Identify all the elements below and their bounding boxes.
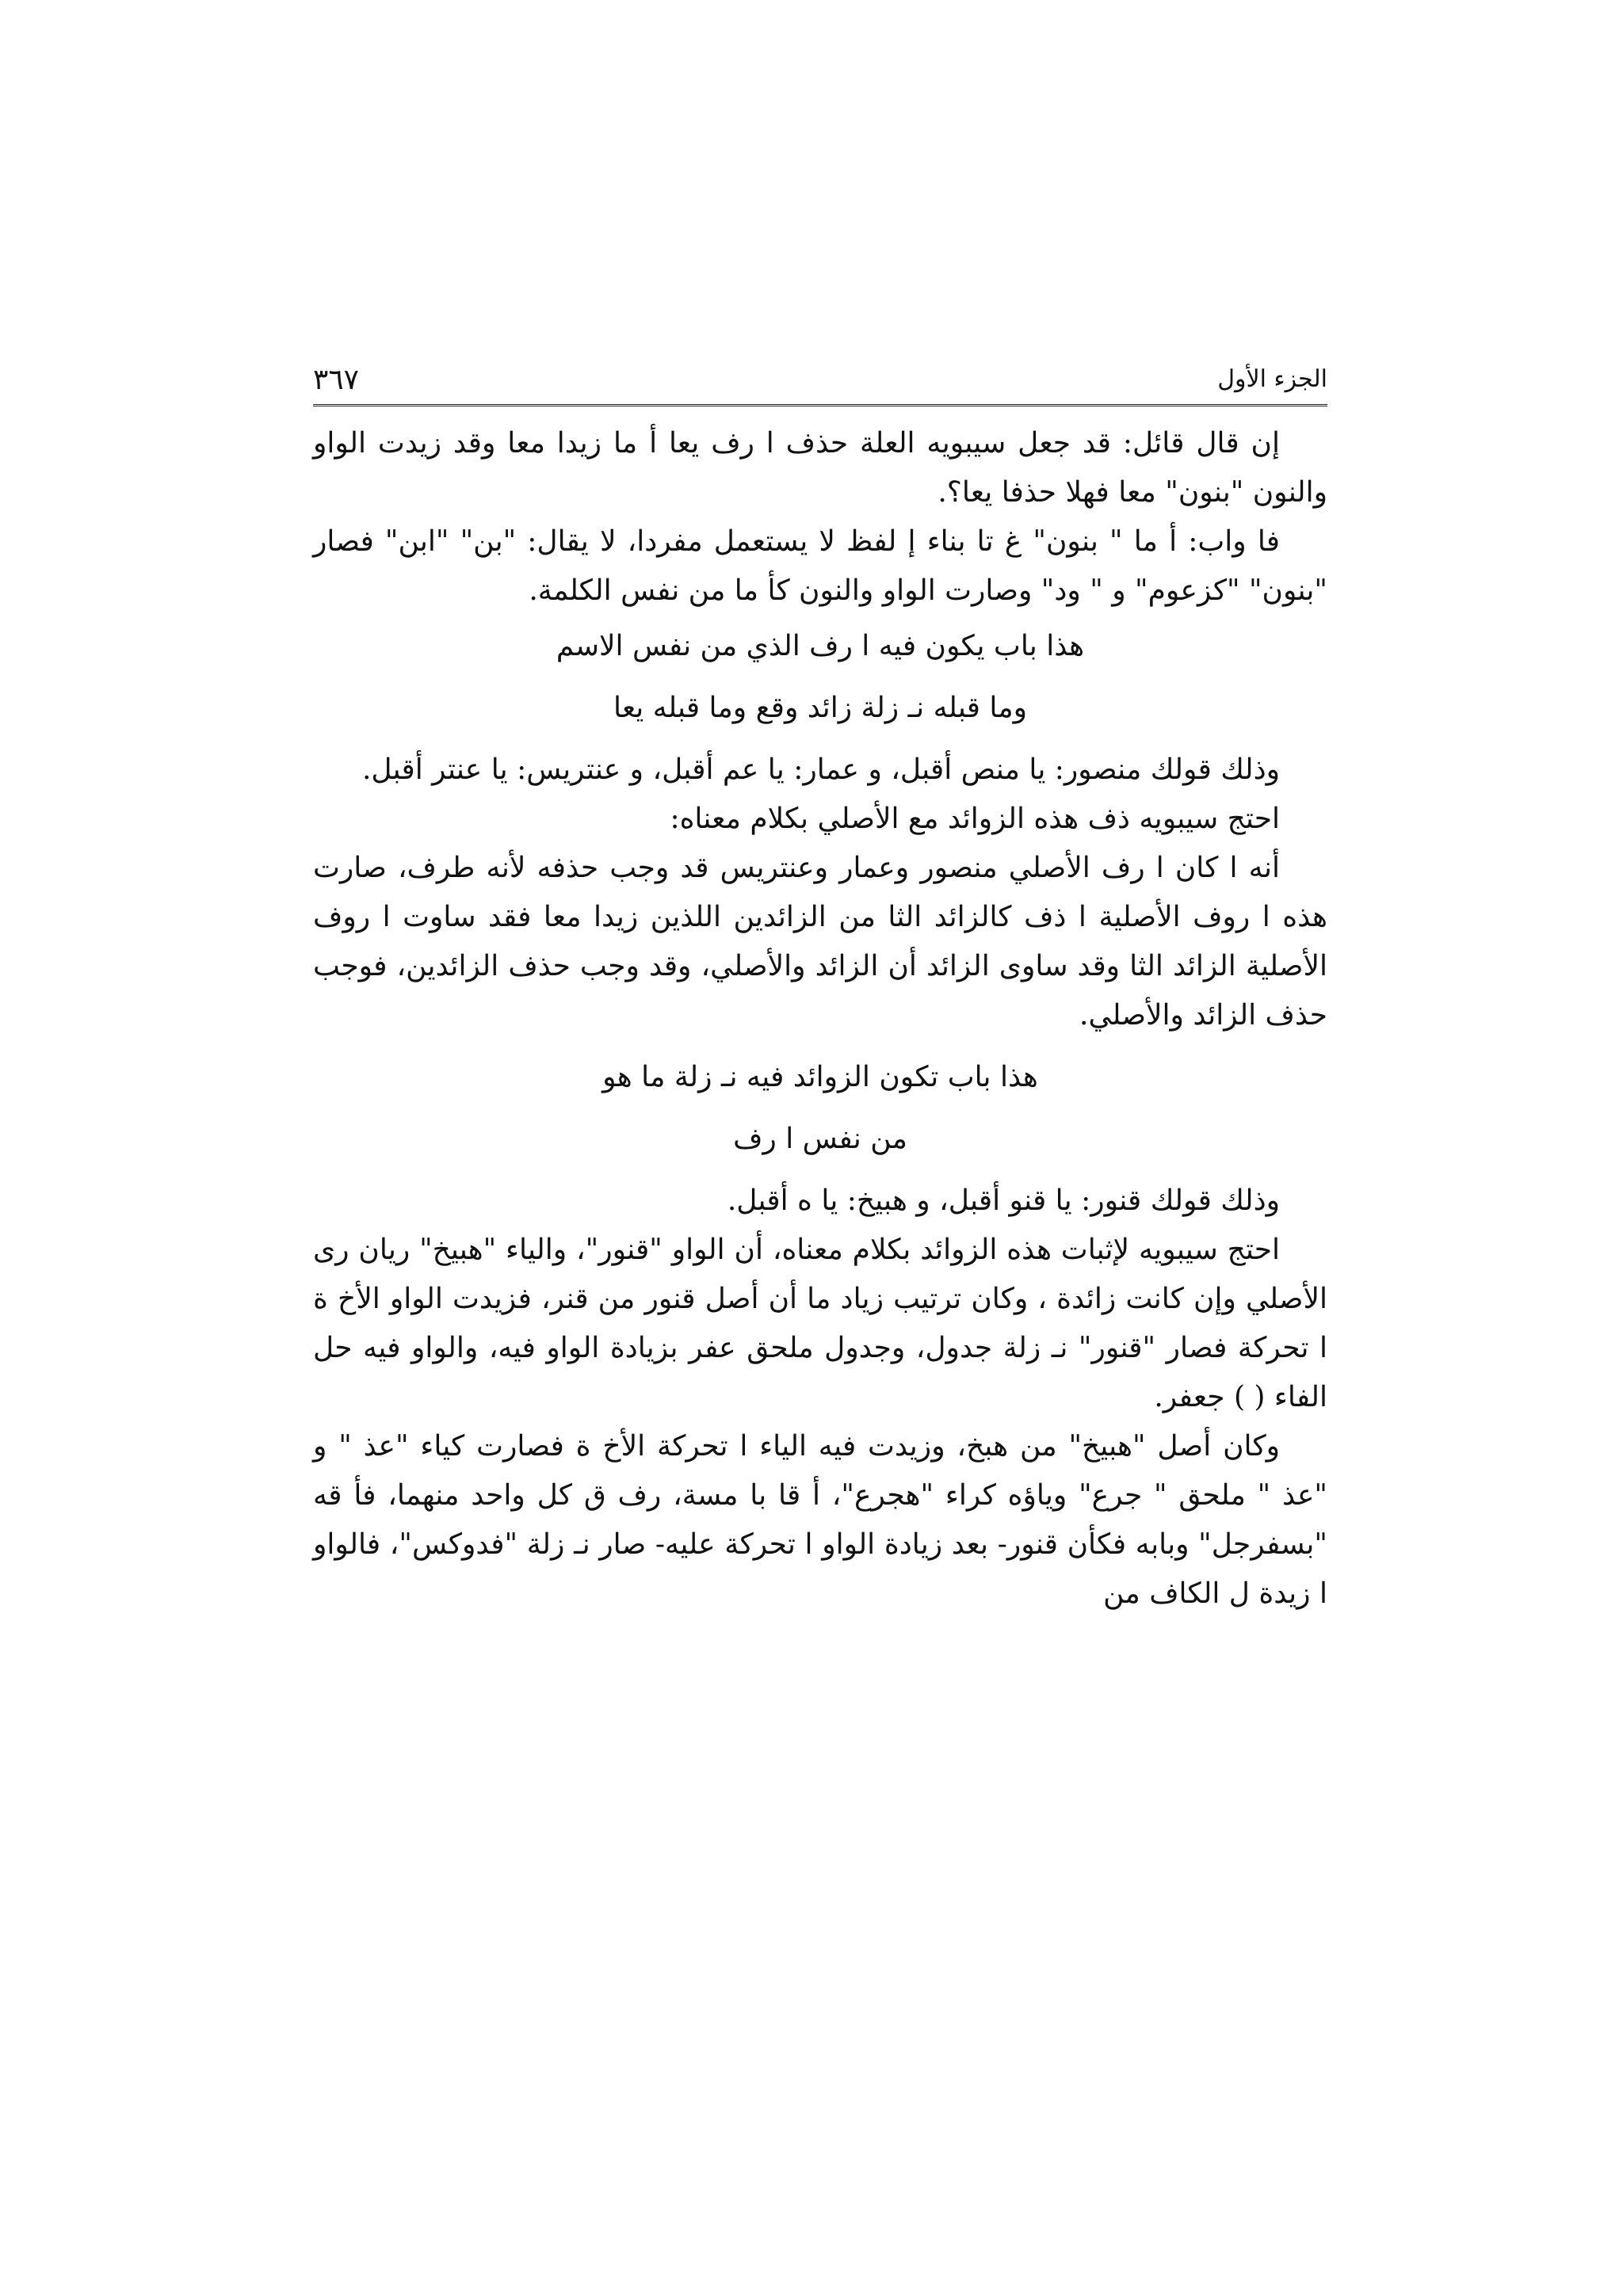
paragraph-example-1: وذلك قولك منصور: يا منص أقبل، و عمار: يا عم أقبل، و عنتريس: يا عنتر أقبل. — [361, 753, 1280, 786]
page-header — [313, 341, 1327, 406]
paragraph-question: إن قال قائل: قد جعل سيبويه العلة حذف ا رف يعا أ ما زيدا معا وقد زيدت الواو والنون "بنون" معا فهلا حذفا يعا؟. — [313, 427, 1327, 509]
paragraph-argument-1: احتج سيبويه ذف هذه الزوائد مع الأصلي بكلام معناه: — [670, 803, 1280, 835]
paragraph-explanation-1: أنه ا كان ا رف الأصلي منصور وعمار وعنتريس قد وجب حذفه لأنه طرف، صارت هذه ا روف الأصلية ا ذف كالزائد الثا من الزائدين اللذين زيدا معا فقد ساوت ا روف الأصلية الزائد الثا وقد ساوى الزائد أن الزائد والأصلي، وقد وجب حذف الزائدين، فوجب حذف الزائد والأصلي. — [313, 852, 1327, 1032]
page-body — [313, 419, 1327, 1619]
paragraph-explanation-2: وكان أصل "هبيخ" من هبخ، وزيدت فيه الياء ا تحركة الأخ ة فصارت كياء "عذ " و "عذ " ملحق " جرع" وياؤه كراء "هجرع"، أ قا با مسة، رف ق كل واحد منهما، فأ قه "بسفرجل" وبابه فكأن قنور- بعد زيادة الواو ا تحركة عليه- صار نـ زلة "فدوكس"، فالواو ا زيدة ل الكاف من — [313, 1430, 1327, 1610]
running-title: الجزء الأول — [1217, 365, 1327, 393]
section-heading-2-line-2: من نفس ا رف — [733, 1123, 907, 1155]
paragraph-argument-2: احتج سيبويه لإثبات هذه الزوائد بكلام معناه، أن الواو "قنور"، والياء "هبيخ" ريان رى الأصلي وإن كانت زائدة ، وكان ترتيب زياد ما أن أصل قنور من قنر، فزيدت الواو الأخ ة ا تحركة فصار "قنور" نـ زلة جدول، وجدول ملحق عفر بزيادة الواو فيه، والواو فيه حل الفاء ( ) جعفر. — [313, 1234, 1327, 1413]
section-heading-1-line-2: وما قبله نـ زلة زائد وقع وما قبله يعا — [613, 692, 1028, 724]
book-page — [313, 341, 1327, 1619]
page-number: ٣٦٧ — [313, 364, 360, 396]
section-heading-2: هذا باب تكون الزوائد فيه نـ زلة ما هو — [602, 1061, 1038, 1093]
paragraph-answer: فا واب: أ ما " بنون" غ تا بناء إ لفظ لا يستعمل مفردا، لا يقال: "بن" "ابن" فصار "بنون" "كزعوم" و " ود" وصارت الواو والنون كأ ما من نفس الكلمة. — [313, 525, 1327, 607]
section-heading-1: هذا باب يكون فيه ا رف الذي من نفس الاسم — [556, 630, 1085, 662]
paragraph-example-2: وذلك قولك قنور: يا قنو أقبل، و هبيخ: يا ه أقبل. — [727, 1184, 1280, 1217]
